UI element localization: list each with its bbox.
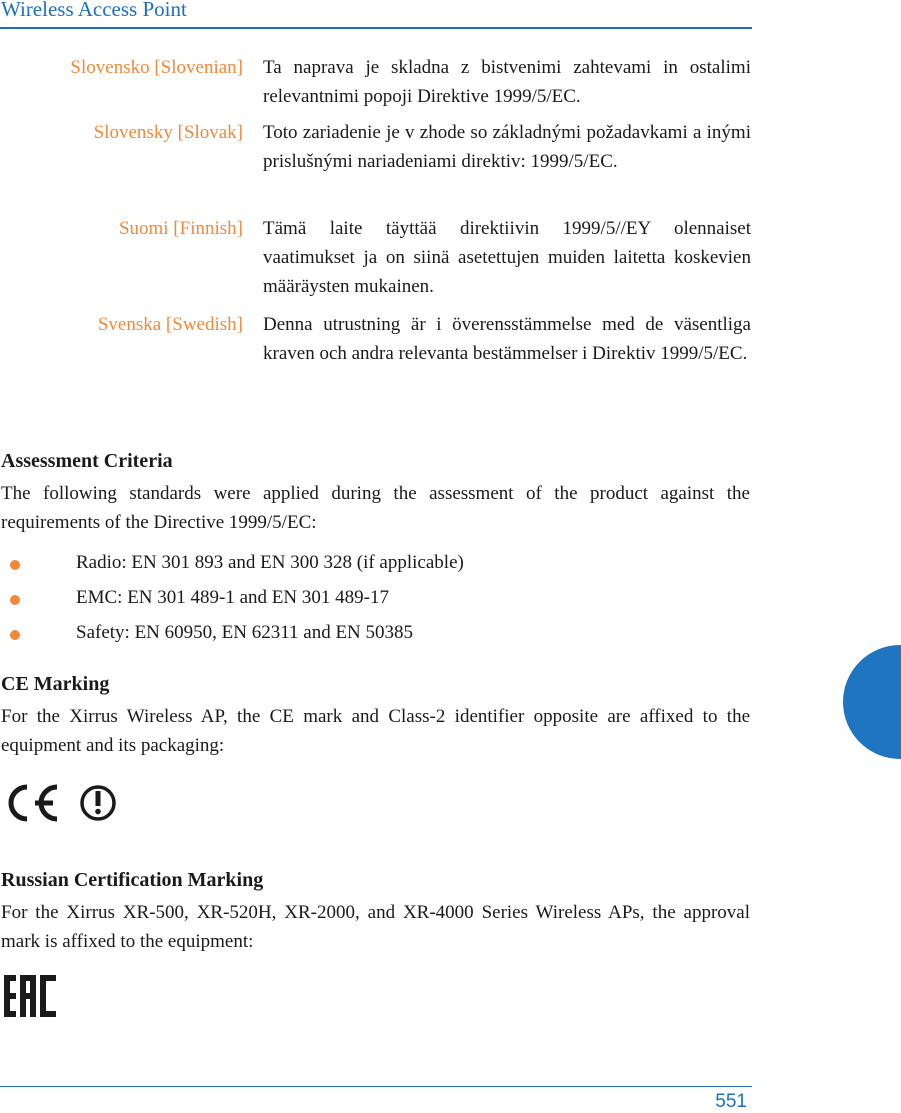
bullet-icon [10,630,20,640]
bullet-item: Radio: EN 301 893 and EN 300 328 (if applicable) [0,552,600,576]
ce-e-shape [35,787,57,819]
chapter-tab-marker [843,645,901,759]
ce-mark-logo [3,782,118,824]
bullet-item: Safety: EN 60950, EN 62311 and EN 50385 [0,622,600,646]
ce-marking-heading: CE Marking [1,673,110,695]
language-label: Suomi [Finnish] [118,218,243,239]
running-header: Wireless Access Point [1,0,187,21]
header-rule [0,27,752,29]
footer-rule [0,1086,752,1087]
language-label: Slovensko [Slovenian] [70,57,243,78]
declaration-text: Ta naprava je skladna z bistvenimi zahtevami in ostalimi relevantnimi popoji Direktive 1999/5/EC. [263,57,751,107]
assessment-intro: The following standards were applied during the assessment of the product against the requirements of the Directive 1999/5/EC: [1,483,750,533]
eac-mark-logo [2,973,60,1019]
russian-text: For the Xirrus XR-500, XR-520H, XR-2000, and XR-4000 Series Wireless APs, the approval mark is affixed to the equipment: [1,902,750,952]
declaration-text: Toto zariadenie je v zhode so základnými požadavkami a inými prislušnými nariadeniami direktiv: 1999/5/EC. [263,122,751,172]
page-number: 551 [715,1091,747,1112]
ce-c-shape [11,787,27,819]
language-label: Svenska [Swedish] [97,314,243,335]
declaration-text: Denna utrustning är i överensstämmelse med de väsentliga kraven och andra relevanta bestämmelser i Direktiv 1999/5/EC. [263,314,751,364]
russian-heading: Russian Certification Marking [1,869,264,891]
bullet-item: EMC: EN 301 489-1 and EN 301 489-17 [0,587,600,611]
assessment-heading: Assessment Criteria [1,450,173,472]
declaration-text: Tämä laite täyttää direktiivin 1999/5//EY olennaiset vaatimukset ja on siinä asetettujen muiden laitetta koskevien määräysten mukainen. [263,218,751,297]
bullet-icon [10,560,20,570]
ce-marking-text: For the Xirrus Wireless AP, the CE mark and Class-2 identifier opposite are affixed to the equipment and its packaging: [1,706,750,756]
language-label: Slovensky [Slovak] [93,122,243,143]
bullet-icon [10,595,20,605]
